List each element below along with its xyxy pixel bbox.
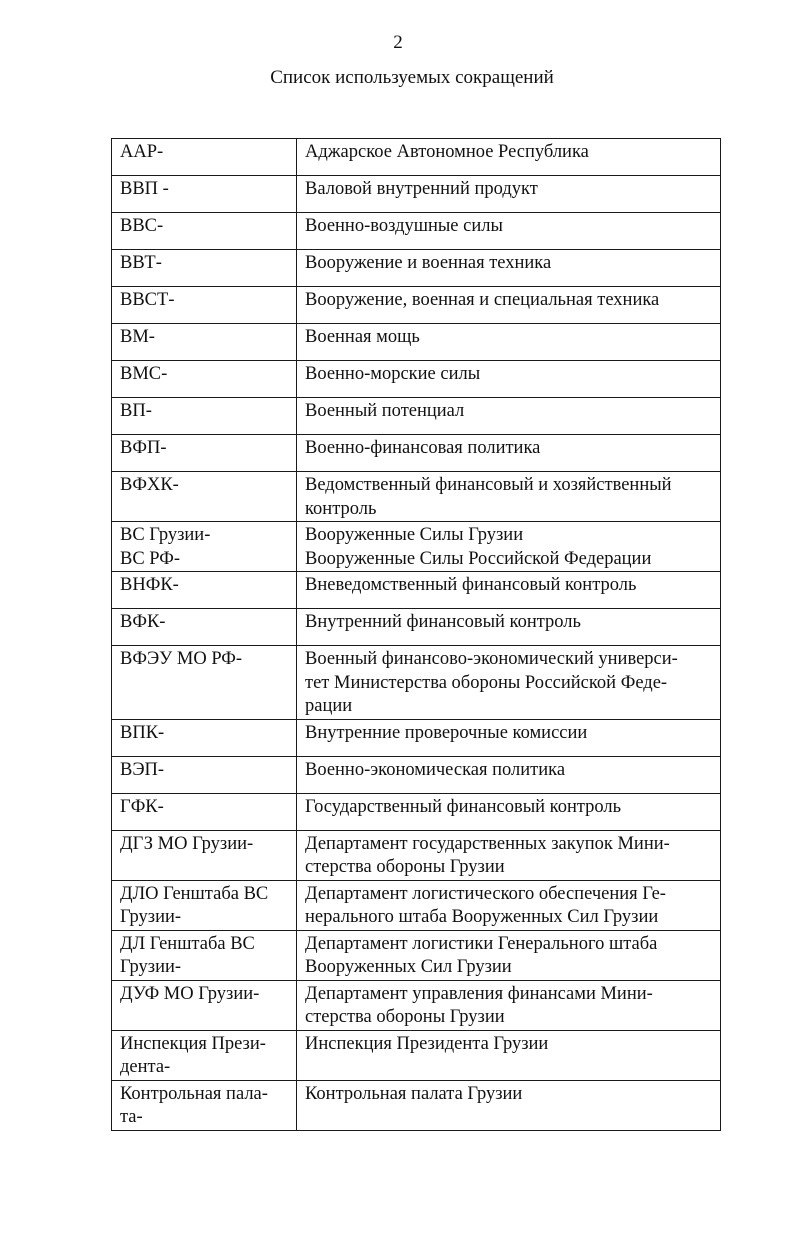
definition-cell: Военно-морские силы (297, 361, 721, 398)
definition-cell: Военная мощь (297, 324, 721, 361)
definition-cell: Департамент логистического обеспечения Ге- нерального штаба Вооруженных Сил Грузии (297, 880, 721, 930)
definition-cell: Вневедомственный финансовый контроль (297, 572, 721, 609)
definition-cell: Внутренний финансовый контроль (297, 609, 721, 646)
table-row (112, 756, 721, 793)
table-row (112, 930, 721, 980)
definition-cell: Департамент логистики Генерального штаба Вооруженных Сил Грузии (297, 930, 721, 980)
table-row (112, 213, 721, 250)
abbreviation-cell: ДЛ Генштаба ВС Грузии- (112, 930, 297, 980)
definition-cell: Военно-экономическая политика (297, 756, 721, 793)
definition-cell: Департамент государственных закупок Мини- стерства обороны Грузии (297, 830, 721, 880)
definition-cell: Государственный финансовый контроль (297, 793, 721, 830)
abbreviation-cell: Контрольная пала- та- (112, 1080, 297, 1130)
table-row (112, 522, 721, 572)
table-row (112, 1030, 721, 1080)
abbreviation-cell: ВС Грузии- ВС РФ- (112, 522, 297, 572)
table-row (112, 139, 721, 176)
table-row (112, 980, 721, 1030)
abbreviation-cell: Инспекция Прези- дента- (112, 1030, 297, 1080)
table-row (112, 646, 721, 720)
abbreviation-cell: ВВТ- (112, 250, 297, 287)
abbreviation-cell: ВМС- (112, 361, 297, 398)
table-row (112, 719, 721, 756)
abbreviation-cell: ДЛО Генштаба ВС Грузии- (112, 880, 297, 930)
abbreviation-cell: ГФК- (112, 793, 297, 830)
abbreviation-cell: ВФЭУ МО РФ- (112, 646, 297, 720)
abbreviation-cell: ВПК- (112, 719, 297, 756)
abbreviation-cell: ААР- (112, 139, 297, 176)
table-row (112, 250, 721, 287)
table-row (112, 176, 721, 213)
table-row (112, 793, 721, 830)
table-row (112, 435, 721, 472)
definition-cell: Военный потенциал (297, 398, 721, 435)
table-row (112, 572, 721, 609)
abbreviations-table-body (112, 139, 721, 1131)
definition-cell: Вооружение и военная техника (297, 250, 721, 287)
definition-cell: Военно-воздушные силы (297, 213, 721, 250)
table-row (112, 880, 721, 930)
abbreviation-cell: ВМ- (112, 324, 297, 361)
definition-cell: Военный финансово-экономический универси- тет Министерства обороны Российской Феде- рации (297, 646, 721, 720)
definition-cell: Валовой внутренний продукт (297, 176, 721, 213)
table-row (112, 472, 721, 522)
table-row (112, 1080, 721, 1130)
table-row (112, 324, 721, 361)
table-row (112, 830, 721, 880)
abbreviation-cell: ВВСТ- (112, 287, 297, 324)
abbreviation-cell: ВП- (112, 398, 297, 435)
definition-cell: Вооружение, военная и специальная техника (297, 287, 721, 324)
table-row (112, 398, 721, 435)
definition-cell: Ведомственный финансовый и хозяйственный контроль (297, 472, 721, 522)
abbreviation-cell: ВЭП- (112, 756, 297, 793)
definition-cell: Инспекция Президента Грузии (297, 1030, 721, 1080)
abbreviation-cell: ВФК- (112, 609, 297, 646)
page-number: 2 (393, 32, 403, 53)
definition-cell: Контрольная палата Грузии (297, 1080, 721, 1130)
abbreviation-cell: ВВП - (112, 176, 297, 213)
abbreviation-cell: ДГЗ МО Грузии- (112, 830, 297, 880)
definition-cell: Департамент управления финансами Мини- стерства обороны Грузии (297, 980, 721, 1030)
definition-cell: Аджарское Автономное Республика (297, 139, 721, 176)
abbreviation-cell: ВВС- (112, 213, 297, 250)
table-row (112, 609, 721, 646)
table-row (112, 361, 721, 398)
abbreviation-cell: ВФП- (112, 435, 297, 472)
abbreviation-cell: ДУФ МО Грузии- (112, 980, 297, 1030)
definition-cell: Военно-финансовая политика (297, 435, 721, 472)
page-title: Список используемых сокращений (270, 67, 554, 88)
abbreviations-table (111, 138, 721, 1131)
abbreviation-cell: ВФХК- (112, 472, 297, 522)
table-row (112, 287, 721, 324)
definition-cell: Внутренние проверочные комиссии (297, 719, 721, 756)
abbreviation-cell: ВНФК- (112, 572, 297, 609)
definition-cell: Вооруженные Силы Грузии Вооруженные Силы Российской Федерации (297, 522, 721, 572)
